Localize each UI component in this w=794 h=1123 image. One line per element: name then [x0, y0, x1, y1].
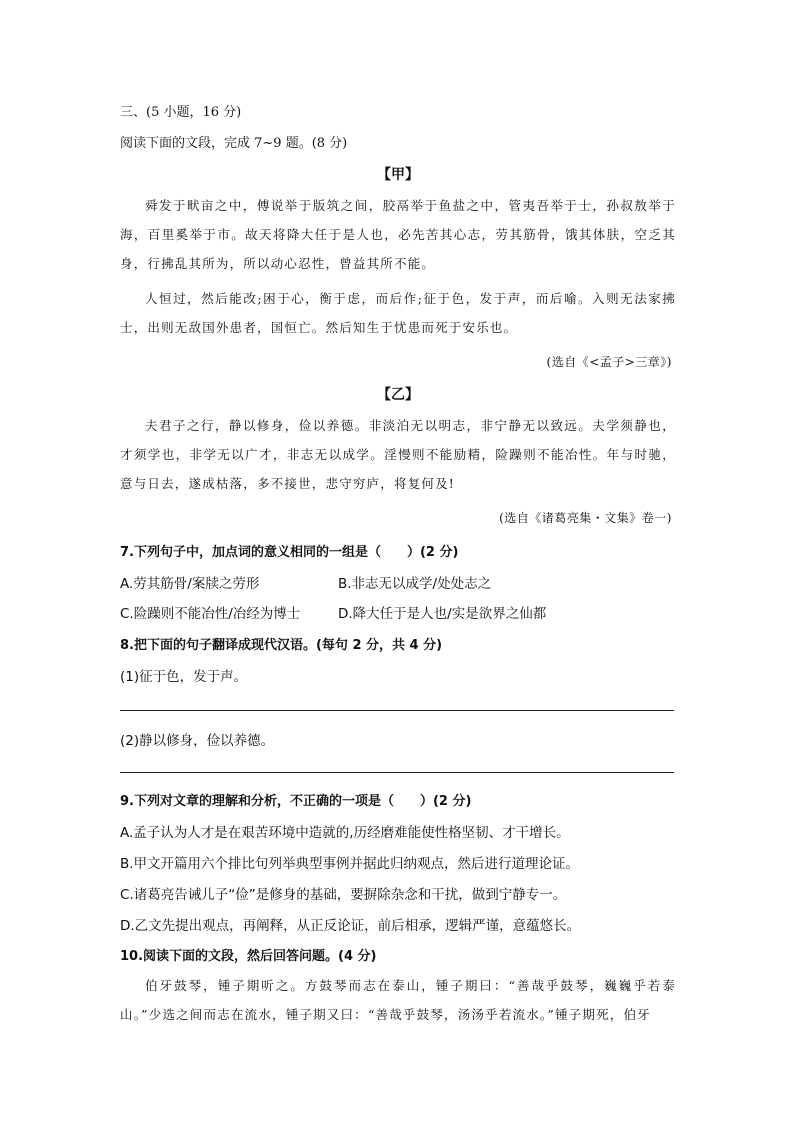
passage-b-paragraph: 夫君子之行，静以修身，俭以养德。非淡泊无以明志，非宁静无以致远。夫学须静也，才须学也，非学无以广才，非志无以成学。淫慢则不能励精，险躁则不能冶性。年与时驰，意与日去，遂成枯落，多不接世，悲守穷庐，将复何及! — [120, 418, 676, 491]
section-instruction: 阅读下面的文段，完成 7~9 题。(8 分) — [120, 136, 348, 151]
question-9-option-c: C.诸葛亮告诫儿子“俭”是修身的基础，要摒除杂念和干扰，做到宁静专一。 — [120, 887, 567, 903]
question-7-option-c: C.险躁则不能冶性/冶经为博士 — [120, 606, 301, 622]
question-9-option-a: A.孟子认为人才是在艰苦环境中造就的,历经磨难能使性格坚韧、才干增长。 — [120, 825, 570, 841]
section-heading: 三、(5 小题，16 分) — [120, 105, 242, 120]
passage-b-title: 【乙】 — [377, 387, 419, 403]
question-9-option-b: B.甲文开篇用六个排比句列举典型事例并据此归纳观点，然后进行道理论证。 — [120, 856, 580, 872]
question-7-stem: 7.下列句子中，加点词的意义相同的一组是（ ）(2 分) — [120, 545, 459, 560]
passage-b-source: (选自《诸葛亮集・文集》卷一) — [499, 511, 672, 525]
question-9-stem: 9.下列对文章的理解和分析，不正确的一项是（ ）(2 分) — [120, 794, 472, 809]
question-10-stem: 10.阅读下面的文段，然后回答问题。(4 分) — [120, 949, 377, 964]
question-7-option-b: B.非志无以成学/处处志之 — [338, 576, 492, 592]
question-8-stem: 8.把下面的句子翻译成现代汉语。(每句 2 分，共 4 分) — [120, 638, 443, 653]
passage-a-source: (选自《<孟子>三章》) — [546, 355, 672, 369]
question-9-option-d: D.乙文先提出观点，再阐释，从正反论证，前后相承，逻辑严谨，意蕴悠长。 — [120, 918, 581, 934]
passage-a-paragraph-2: 人恒过，然后能改;困于心，衡于虑，而后作;征于色，发于声，而后喻。入则无法家拂士，出则无敌国外患者，国恒亡。然后知生于忧患而死于安乐也。 — [120, 291, 676, 335]
passage-a-paragraph-1: 舜发于畎亩之中，傅说举于版筑之间，胶鬲举于鱼盐之中，管夷吾举于士，孙叔敖举于海，百里奚举于市。故天将降大任于是人也，必先苦其心志，劳其筋骨，饿其体肤，空乏其身，行拂乱其所为，所以动心忍性，曾益其所不能。 — [120, 198, 676, 271]
passage-a-title: 【甲】 — [377, 167, 419, 183]
question-8-sentence-1: (1)征于色，发于声。 — [120, 669, 248, 685]
answer-line — [120, 710, 674, 711]
answer-line — [120, 772, 674, 773]
question-8-sentence-2: (2)静以修身，俭以养德。 — [120, 733, 275, 749]
question-7-option-d: D.降大任于是人也/实是欲界之仙都 — [338, 606, 547, 622]
question-7-option-a: A.劳其筋骨/案牍之劳形 — [120, 576, 260, 592]
question-10-passage: 伯牙鼓琴，锺子期听之。方鼓琴而志在泰山，锺子期曰：“善哉乎鼓琴，巍巍乎若泰山。”少选之间而志在流水，锺子期又曰：“善哉乎鼓琴，汤汤乎若流水。”锺子期死，伯牙 — [120, 978, 676, 1022]
